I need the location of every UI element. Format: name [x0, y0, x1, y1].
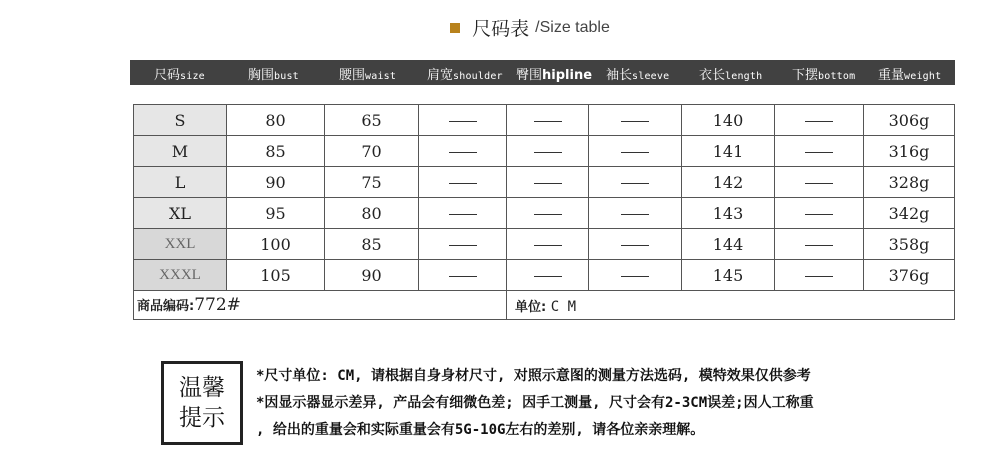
dash-icon	[534, 152, 562, 153]
length-cell: 144	[682, 229, 775, 260]
bust-cell: 100	[227, 229, 325, 260]
hipline-cell	[507, 229, 589, 260]
bust-cell: 80	[227, 105, 325, 136]
dash-icon	[534, 245, 562, 246]
product-code-label: 商品编码:	[137, 299, 195, 314]
notice-badge-line1: 温馨	[179, 375, 225, 401]
header-sleeve: 袖长sleeve	[606, 68, 670, 83]
sleeve-cell	[589, 229, 682, 260]
dash-icon	[534, 183, 562, 184]
bottom-cell	[775, 167, 864, 198]
shoulder-cell	[419, 167, 507, 198]
bottom-cell	[775, 136, 864, 167]
weight-cell: 328g	[864, 167, 955, 198]
length-cell: 142	[682, 167, 775, 198]
table-row	[134, 105, 955, 136]
notice-text	[256, 363, 946, 444]
bust-cell: 85	[227, 136, 325, 167]
sleeve-cell	[589, 167, 682, 198]
dash-icon	[805, 152, 833, 153]
table-row	[134, 229, 955, 260]
dash-icon	[621, 152, 649, 153]
weight-cell: 342g	[864, 198, 955, 229]
sleeve-cell	[589, 105, 682, 136]
title-english: /Size table	[535, 18, 610, 36]
dash-icon	[449, 214, 477, 215]
dash-icon	[805, 214, 833, 215]
shoulder-cell	[419, 105, 507, 136]
waist-cell: 65	[325, 105, 419, 136]
header-waist: 腰围waist	[339, 68, 397, 83]
unit-cell	[507, 291, 955, 320]
size-cell: M	[134, 136, 227, 167]
weight-cell: 376g	[864, 260, 955, 291]
dash-icon	[534, 121, 562, 122]
header-length: 衣长length	[699, 68, 763, 83]
size-cell: S	[134, 105, 227, 136]
bust-cell: 105	[227, 260, 325, 291]
dash-icon	[534, 276, 562, 277]
size-cell: XXL	[134, 229, 227, 260]
dash-icon	[534, 214, 562, 215]
shoulder-cell	[419, 229, 507, 260]
hipline-cell	[507, 136, 589, 167]
notice-line: *尺寸单位: CM, 请根据自身身材尺寸, 对照示意图的测量方法选码, 模特效果仅供参考	[256, 368, 811, 384]
length-cell: 145	[682, 260, 775, 291]
sleeve-cell	[589, 260, 682, 291]
dash-icon	[805, 121, 833, 122]
product-code-cell	[134, 291, 507, 320]
size-cell: L	[134, 167, 227, 198]
sleeve-cell	[589, 198, 682, 229]
header-weight: 重量weight	[878, 68, 942, 83]
table-header-bar	[130, 60, 955, 85]
header-shoulder: 肩宽shoulder	[427, 68, 503, 83]
waist-cell: 70	[325, 136, 419, 167]
header-bottom: 下摆bottom	[792, 68, 856, 83]
table-row	[134, 167, 955, 198]
table-row	[134, 136, 955, 167]
size-table	[133, 104, 955, 320]
dash-icon	[449, 121, 477, 122]
length-cell: 140	[682, 105, 775, 136]
weight-cell: 306g	[864, 105, 955, 136]
waist-cell: 90	[325, 260, 419, 291]
length-cell: 143	[682, 198, 775, 229]
dash-icon	[621, 183, 649, 184]
notice-badge-line2: 提示	[179, 405, 225, 431]
hipline-cell	[507, 198, 589, 229]
size-cell: XL	[134, 198, 227, 229]
header-size: 尺码size	[154, 68, 205, 83]
dash-icon	[449, 152, 477, 153]
bust-cell: 90	[227, 167, 325, 198]
dash-icon	[621, 245, 649, 246]
shoulder-cell	[419, 260, 507, 291]
bottom-cell	[775, 105, 864, 136]
dash-icon	[449, 276, 477, 277]
sleeve-cell	[589, 136, 682, 167]
hipline-cell	[507, 260, 589, 291]
table-footer-row	[134, 291, 955, 320]
bottom-cell	[775, 198, 864, 229]
dash-icon	[805, 183, 833, 184]
size-cell: XXXL	[134, 260, 227, 291]
unit-label: 单位:	[515, 299, 547, 315]
bust-cell: 95	[227, 198, 325, 229]
page-title	[0, 14, 988, 40]
bottom-cell	[775, 229, 864, 260]
dash-icon	[805, 245, 833, 246]
dash-icon	[449, 183, 477, 184]
weight-cell: 358g	[864, 229, 955, 260]
product-code-value: 772#	[194, 295, 241, 315]
length-cell: 141	[682, 136, 775, 167]
title-square-icon	[450, 23, 460, 33]
shoulder-cell	[419, 136, 507, 167]
hipline-cell	[507, 105, 589, 136]
table-row	[134, 260, 955, 291]
notice-line: *因显示器显示差异, 产品会有细微色差; 因手工测量, 尺寸会有2-3CM误差;因人工称重	[256, 395, 814, 411]
dash-icon	[621, 121, 649, 122]
dash-icon	[621, 276, 649, 277]
bottom-cell	[775, 260, 864, 291]
shoulder-cell	[419, 198, 507, 229]
dash-icon	[621, 214, 649, 215]
table-row	[134, 198, 955, 229]
waist-cell: 75	[325, 167, 419, 198]
dash-icon	[805, 276, 833, 277]
weight-cell: 316g	[864, 136, 955, 167]
title-chinese: 尺码表	[472, 18, 530, 40]
notice-line: , 给出的重量会和实际重量会有5G-10G左右的差别, 请各位亲亲理解。	[256, 422, 705, 438]
hipline-cell	[507, 167, 589, 198]
waist-cell: 80	[325, 198, 419, 229]
unit-value: C M	[550, 298, 577, 315]
notice-badge	[161, 361, 243, 445]
header-bust: 胸围bust	[248, 68, 299, 83]
dash-icon	[449, 245, 477, 246]
header-hipline: 臀围hipline	[516, 68, 593, 83]
waist-cell: 85	[325, 229, 419, 260]
